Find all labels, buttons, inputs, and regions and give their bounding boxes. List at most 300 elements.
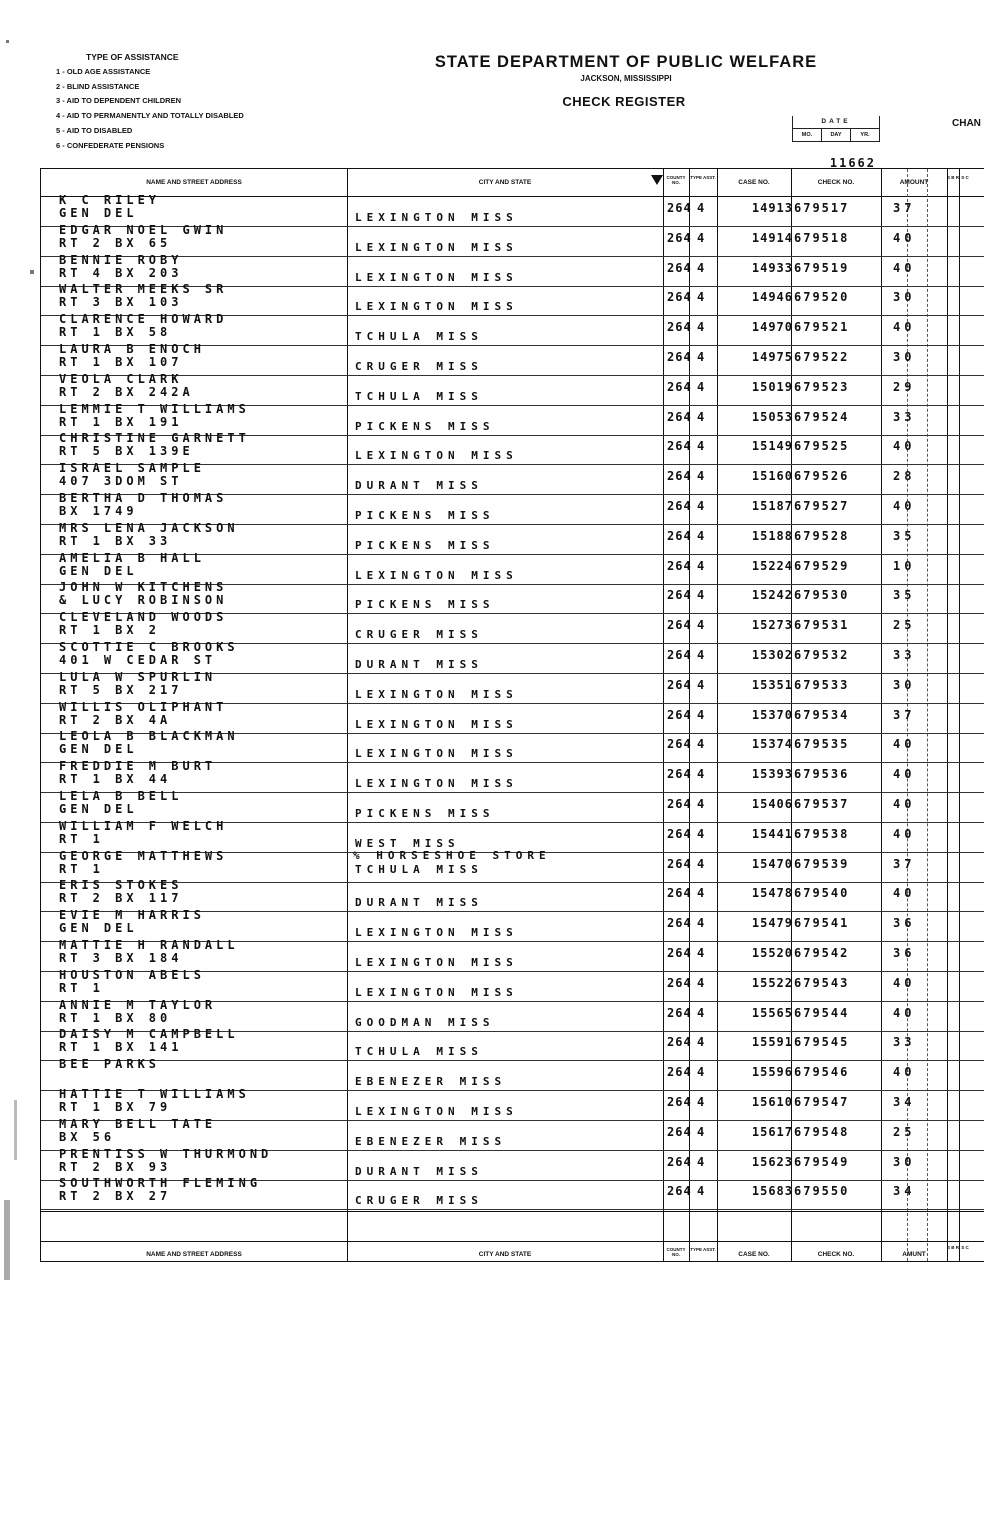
check-register-table	[40, 168, 984, 1262]
payee-name: VEOLA CLARK	[59, 371, 183, 386]
payee-city: LEXINGTON MISS	[355, 211, 518, 224]
payee-name: HATTIE T WILLIAMS	[59, 1087, 250, 1101]
county-number: 264	[667, 379, 692, 394]
payee-name: MARY BELL TATE	[59, 1116, 217, 1131]
county-number: 264	[667, 528, 692, 543]
assistance-type: 4	[697, 320, 705, 335]
case-number: 15374	[751, 737, 793, 752]
payee-address: RT 1 BX 58	[59, 325, 172, 340]
assistance-type: 4	[697, 409, 705, 424]
payee-name: LULA W SPURLIN	[59, 669, 217, 684]
check-number: 679517	[794, 201, 850, 215]
check-number: 679546	[794, 1065, 850, 1080]
footer-header-check: CHECK NO.	[817, 1251, 855, 1258]
assistance-type: 4	[697, 201, 705, 215]
col-header-name: NAME AND STREET ADDRESS	[146, 179, 242, 186]
payee-address: RT 1 BX 44	[59, 772, 172, 787]
payee-city: LEXINGTON MISS	[355, 1105, 518, 1118]
payee-address: GEN DEL	[59, 563, 138, 578]
assistance-type: 4	[697, 1124, 705, 1139]
county-number: 264	[667, 1124, 692, 1139]
case-number: 15596	[751, 1065, 793, 1080]
amount: 40	[893, 1005, 916, 1020]
payee-address: RT 1 BX 107	[59, 355, 183, 369]
payee-name: LEMMIE T WILLIAMS	[59, 401, 250, 416]
county-number: 264	[667, 499, 692, 513]
assistance-type: 4	[697, 1065, 705, 1080]
assistance-type: 4	[697, 1035, 705, 1050]
payee-city: PICKENS MISS	[355, 807, 495, 820]
amount: 40	[893, 230, 916, 245]
payee-city: LEXINGTON MISS	[355, 568, 518, 582]
case-number: 15242	[751, 588, 793, 603]
case-number: 15479	[751, 916, 793, 931]
amount: 40	[893, 439, 916, 454]
assistance-type: 4	[697, 767, 705, 782]
payee-name: WILLIS OLIPHANT	[59, 699, 228, 714]
amount: 40	[893, 320, 916, 335]
check-number: 679538	[794, 826, 850, 841]
assistance-type: 4	[697, 1005, 705, 1020]
payee-address: RT 5 BX 139E	[59, 444, 194, 459]
assistance-type: 4	[697, 290, 705, 305]
footer-header-city: CITY AND STATE	[478, 1251, 532, 1258]
check-number: 679550	[794, 1184, 850, 1199]
check-number: 679525	[794, 439, 850, 454]
payee-city: EBENEZER MISS	[355, 1075, 507, 1089]
county-number: 264	[667, 916, 692, 931]
payee-city: GOODMAN MISS	[355, 1015, 495, 1029]
check-number: 679542	[794, 946, 850, 960]
amount: 37	[893, 707, 916, 722]
amount: 34	[893, 1095, 916, 1109]
scan-speck	[6, 40, 9, 43]
payee-address: BX 56	[59, 1129, 116, 1144]
assistance-type: 4	[697, 558, 705, 573]
payee-address: RT 3 BX 184	[59, 951, 183, 965]
assistance-type: 4	[697, 379, 705, 394]
payee-city: LEXINGTON MISS	[355, 747, 518, 761]
county-number: 264	[667, 588, 692, 603]
assistance-type-item: 6 - CONFEDERATE PENSIONS	[56, 140, 165, 150]
assistance-type: 4	[697, 588, 705, 603]
blank-row-divider	[41, 1211, 984, 1212]
case-number: 15610	[751, 1095, 793, 1109]
col-header-city: CITY AND STATE	[478, 179, 532, 186]
case-number: 15370	[751, 707, 793, 722]
payee-name: BEE PARKS	[59, 1057, 161, 1072]
payee-address: RT 4 BX 203	[59, 265, 183, 280]
payee-address: RT 2 BX 65	[59, 235, 172, 250]
case-number: 15441	[751, 826, 793, 841]
case-number: 14913	[751, 201, 793, 215]
assistance-type-item: 3 - AID TO DEPENDENT CHILDREN	[56, 96, 182, 106]
case-number: 15470	[751, 856, 793, 871]
payee-name: ERIS STOKES	[59, 878, 183, 893]
footer-header-county: COUNTY NO.	[666, 1247, 686, 1257]
payee-city: TCHULA MISS	[355, 1045, 483, 1059]
case-number: 14914	[751, 230, 793, 245]
case-number: 15273	[751, 618, 793, 633]
payee-city: PICKENS MISS	[355, 538, 495, 552]
payee-city: CRUGER MISS	[355, 628, 483, 642]
check-number: 679539	[794, 856, 850, 871]
check-number: 679537	[794, 797, 850, 811]
assistance-type: 4	[697, 350, 705, 364]
county-number: 264	[667, 1035, 692, 1050]
col-header-sc: S C	[961, 175, 969, 180]
payee-name: JOHN W KITCHENS	[59, 580, 228, 595]
scan-speck	[4, 1200, 10, 1280]
payee-name: DAISY M CAMPBELL	[59, 1027, 239, 1042]
case-number: 15351	[751, 677, 793, 692]
footer-header-amount: AMUNT	[902, 1251, 926, 1258]
check-number: 679527	[794, 499, 850, 513]
check-number: 679528	[794, 528, 850, 543]
check-number: 679545	[794, 1035, 850, 1050]
payee-city: PICKENS MISS	[355, 598, 495, 612]
amount: 40	[893, 260, 916, 275]
amount: 30	[893, 677, 916, 692]
payee-name: ANNIE M TAYLOR	[59, 997, 217, 1012]
payee-address: RT 1 BX 80	[59, 1010, 172, 1025]
amount: 40	[893, 737, 916, 752]
payee-name: K C RILEY	[59, 193, 161, 207]
case-number: 15522	[751, 975, 793, 990]
amount: 35	[893, 588, 916, 603]
payee-address: RT 1 BX 79	[59, 1100, 172, 1114]
check-number: 679549	[794, 1154, 850, 1169]
county-number: 264	[667, 1005, 692, 1020]
table-row	[41, 1176, 984, 1210]
amount: 40	[893, 499, 916, 513]
assistance-type: 4	[697, 1184, 705, 1199]
payee-address: RT 1 BX 141	[59, 1040, 183, 1055]
payee-name: PRENTISS W THURMOND	[59, 1146, 273, 1161]
scan-speck	[30, 270, 34, 274]
amount: 29	[893, 379, 916, 394]
assistance-type: 4	[697, 975, 705, 990]
check-number: 679523	[794, 379, 850, 394]
case-number: 15019	[751, 379, 793, 394]
payee-name: GEORGE MATTHEWS	[59, 848, 228, 863]
case-number: 14946	[751, 290, 793, 305]
county-number: 264	[667, 1154, 692, 1169]
payee-city: DURANT MISS	[355, 479, 483, 493]
payee-address: GEN DEL	[59, 802, 138, 816]
payee-name: ISRAEL SAMPLE	[59, 461, 205, 476]
payee-name: HOUSTON ABELS	[59, 967, 205, 982]
county-number: 264	[667, 707, 692, 722]
payee-city: LEXINGTON MISS	[355, 717, 518, 731]
payee-city: LEXINGTON MISS	[355, 985, 518, 999]
payee-city: CRUGER MISS	[355, 360, 483, 373]
table-row	[41, 222, 984, 257]
check-number: 679533	[794, 677, 850, 692]
assistance-type: 4	[697, 528, 705, 543]
case-number: 14970	[751, 320, 793, 335]
payee-address: RT 1 BX 191	[59, 414, 183, 429]
payee-name: CLEVELAND WOODS	[59, 610, 228, 625]
case-number: 15187	[751, 499, 793, 513]
check-number: 679530	[794, 588, 850, 603]
check-number: 679536	[794, 767, 850, 782]
footer-header-name: NAME AND STREET ADDRESS	[146, 1251, 242, 1258]
footer-header-type: TYPE ASST.	[690, 1247, 716, 1252]
payee-address: RT 3 BX 103	[59, 295, 183, 310]
payee-city: TCHULA MISS	[355, 330, 483, 344]
check-number: 679543	[794, 975, 850, 990]
date-day-label: DAY	[822, 129, 851, 141]
county-number: 264	[667, 409, 692, 424]
amount: 25	[893, 618, 916, 633]
payee-name: CLARENCE HOWARD	[59, 312, 228, 327]
assistance-type: 4	[697, 737, 705, 752]
amount: 33	[893, 409, 916, 424]
county-number: 264	[667, 826, 692, 841]
assistance-type: 4	[697, 648, 705, 662]
county-number: 264	[667, 618, 692, 633]
assistance-type: 4	[697, 826, 705, 841]
payee-address: & LUCY ROBINSON	[59, 593, 228, 608]
county-number: 264	[667, 648, 692, 662]
payee-address: RT 1	[59, 831, 104, 846]
date-box	[792, 116, 880, 170]
col-header-sbr: S B R	[947, 175, 960, 180]
county-number: 264	[667, 1065, 692, 1080]
assistance-type: 4	[697, 499, 705, 513]
payee-city: CRUGER MISS	[355, 1194, 483, 1208]
table-row	[41, 759, 984, 793]
amount: 40	[893, 797, 916, 811]
payee-name: LEOLA B BLACKMAN	[59, 729, 239, 744]
footer-header-sbr: S B R	[947, 1245, 960, 1250]
payee-city: PICKENS MISS	[355, 419, 495, 433]
county-number: 264	[667, 737, 692, 752]
amount: 37	[893, 856, 916, 871]
county-number: 264	[667, 856, 692, 871]
amount: 35	[893, 528, 916, 543]
assistance-type: 4	[697, 946, 705, 960]
payee-name: MATTIE H RANDALL	[59, 938, 239, 952]
col-header-county: COUNTY NO.	[666, 175, 686, 185]
payee-city: TCHULA MISS	[355, 389, 483, 403]
assistance-type: 4	[697, 886, 705, 901]
amount: 25	[893, 1124, 916, 1139]
payee-name: SOUTHWORTH FLEMING	[59, 1176, 262, 1191]
amount: 34	[893, 1184, 916, 1199]
county-number: 264	[667, 797, 692, 811]
col-header-case: CASE NO.	[738, 179, 770, 186]
assistance-type: 4	[697, 856, 705, 871]
case-number: 15617	[751, 1124, 793, 1139]
payee-address: 401 W CEDAR ST	[59, 653, 217, 667]
case-number: 15393	[751, 767, 793, 782]
payee-name: BERTHA D THOMAS	[59, 491, 228, 505]
amount: 37	[893, 201, 916, 215]
assistance-type-title: TYPE OF ASSISTANCE	[86, 52, 179, 62]
assistance-type: 4	[697, 677, 705, 692]
case-number: 15149	[751, 439, 793, 454]
payee-name: CHRISTINE GARNETT	[59, 431, 250, 446]
payee-name: LELA B BELL	[59, 789, 183, 803]
date-yr-label: YR.	[860, 132, 870, 138]
assistance-type: 4	[697, 260, 705, 275]
table-row	[41, 342, 984, 376]
payee-name: SCOTTIE C BROOKS	[59, 640, 239, 654]
check-number: 679520	[794, 290, 850, 305]
county-number: 264	[667, 1095, 692, 1109]
amount: 40	[893, 767, 916, 782]
check-number: 679544	[794, 1005, 850, 1020]
assistance-type: 4	[697, 1154, 705, 1169]
payee-address: GEN DEL	[59, 206, 138, 220]
check-number: 679548	[794, 1124, 850, 1139]
payee-name: LAURA B ENOCH	[59, 342, 205, 356]
assistance-type-legend	[56, 50, 244, 154]
table-row	[41, 848, 984, 883]
amount: 36	[893, 946, 916, 960]
payee-address: 407 3DOM ST	[59, 474, 183, 489]
payee-city-line1: % HORSESHOE STORE	[353, 848, 551, 862]
form-title: CHECK REGISTER	[562, 94, 686, 109]
county-number: 264	[667, 201, 692, 215]
check-number: 679531	[794, 618, 850, 633]
date-label: DATE	[792, 116, 880, 129]
check-number: 679547	[794, 1095, 850, 1109]
amount: 33	[893, 648, 916, 662]
check-number: 679526	[794, 469, 850, 484]
assistance-type: 4	[697, 707, 705, 722]
payee-name: EVIE M HARRIS	[59, 908, 205, 923]
payee-city: LEXINGTON MISS	[355, 270, 518, 284]
assistance-type: 4	[697, 439, 705, 454]
payee-city: DURANT MISS	[355, 1164, 483, 1178]
payee-address: GEN DEL	[59, 921, 138, 936]
assistance-type: 4	[697, 1095, 705, 1109]
footer-divider	[41, 1241, 984, 1242]
table-row	[41, 1027, 984, 1061]
case-number: 14975	[751, 350, 793, 364]
county-number: 264	[667, 946, 692, 960]
amount: 40	[893, 975, 916, 990]
case-number: 15302	[751, 648, 793, 662]
case-number: 15565	[751, 1005, 793, 1020]
county-number: 264	[667, 290, 692, 305]
chan-label: CHAN	[952, 118, 981, 129]
payee-address: RT 1 BX 2	[59, 623, 161, 638]
payee-address: RT 1	[59, 980, 104, 995]
county-number: 264	[667, 886, 692, 901]
case-number: 15406	[751, 797, 793, 811]
assistance-type-item: 4 - AID TO PERMANENTLY AND TOTALLY DISABLED	[56, 111, 244, 121]
payee-address: BX 1749	[59, 504, 138, 518]
payee-city-line2: TCHULA MISS	[355, 862, 483, 876]
amount: 40	[893, 826, 916, 841]
county-number: 264	[667, 469, 692, 484]
payee-city: LEXINGTON MISS	[355, 777, 518, 791]
check-number: 679519	[794, 260, 850, 275]
case-number: 15160	[751, 469, 793, 484]
amount: 30	[893, 1154, 916, 1169]
assistance-type: 4	[697, 916, 705, 931]
payee-city: LEXINGTON MISS	[355, 240, 518, 254]
check-number: 679541	[794, 916, 850, 931]
payee-city: LEXINGTON MISS	[355, 300, 518, 314]
amount: 36	[893, 916, 916, 931]
amount: 33	[893, 1035, 916, 1050]
col-header-check: CHECK NO.	[817, 179, 855, 186]
payee-address: GEN DEL	[59, 742, 138, 757]
payee-name: FREDDIE M BURT	[59, 759, 217, 774]
case-number: 15623	[751, 1154, 793, 1169]
check-number: 679529	[794, 558, 850, 573]
payee-address: RT 2 BX 117	[59, 891, 183, 906]
amount: 28	[893, 469, 916, 484]
assistance-type-item: 2 - BLIND ASSISTANCE	[56, 81, 140, 91]
case-number: 15224	[751, 558, 793, 573]
assistance-type: 4	[697, 618, 705, 633]
payee-name: EDGAR NOEL GWIN	[59, 222, 228, 237]
payee-address: RT 1	[59, 861, 104, 876]
check-number: 679534	[794, 707, 850, 722]
payee-name: BENNIE ROBY	[59, 252, 183, 267]
check-number: 679518	[794, 230, 850, 245]
county-number: 264	[667, 558, 692, 573]
payee-address: RT 2 BX 4A	[59, 712, 172, 727]
payee-name: MRS LENA JACKSON	[59, 520, 239, 535]
check-number: 679521	[794, 320, 850, 335]
county-number: 264	[667, 767, 692, 782]
payee-name: WILLIAM F WELCH	[59, 818, 228, 833]
assistance-type: 4	[697, 469, 705, 484]
county-number: 264	[667, 350, 692, 364]
page-subtitle: JACKSON, MISSISSIPPI	[580, 74, 672, 83]
county-number: 264	[667, 260, 692, 275]
check-number: 679522	[794, 350, 850, 364]
payee-address: RT 2 BX 27	[59, 1189, 172, 1204]
date-value: 11662	[829, 156, 876, 170]
county-number: 264	[667, 230, 692, 245]
payee-city: LEXINGTON MISS	[355, 687, 518, 701]
amount: 40	[893, 1065, 916, 1080]
date-mo-label: MO.	[793, 129, 822, 141]
row-divider	[41, 1209, 984, 1210]
check-number: 679535	[794, 737, 850, 752]
check-number: 679524	[794, 409, 850, 424]
payee-name: AMELIA B HALL	[59, 550, 205, 565]
case-number: 15520	[751, 946, 793, 960]
payee-city: WEST MISS	[355, 836, 460, 850]
assistance-type: 4	[697, 797, 705, 811]
payee-city: DURANT MISS	[355, 658, 483, 671]
col-header-amount: AMOUNT	[899, 179, 929, 186]
payee-address: RT 2 BX 242A	[59, 384, 194, 399]
case-number: 15683	[751, 1184, 793, 1199]
page-title: STATE DEPARTMENT OF PUBLIC WELFARE	[434, 53, 818, 71]
scan-speck	[14, 1100, 17, 1160]
case-number: 15478	[751, 886, 793, 901]
amount: 10	[893, 558, 916, 573]
amount: 30	[893, 350, 916, 364]
check-number: 679532	[794, 648, 850, 662]
county-number: 264	[667, 975, 692, 990]
county-number: 264	[667, 1184, 692, 1199]
assistance-type-item: 5 - AID TO DISABLED	[56, 125, 133, 135]
case-number: 15591	[751, 1035, 793, 1050]
case-number: 15188	[751, 528, 793, 543]
payee-city: DURANT MISS	[355, 896, 483, 910]
